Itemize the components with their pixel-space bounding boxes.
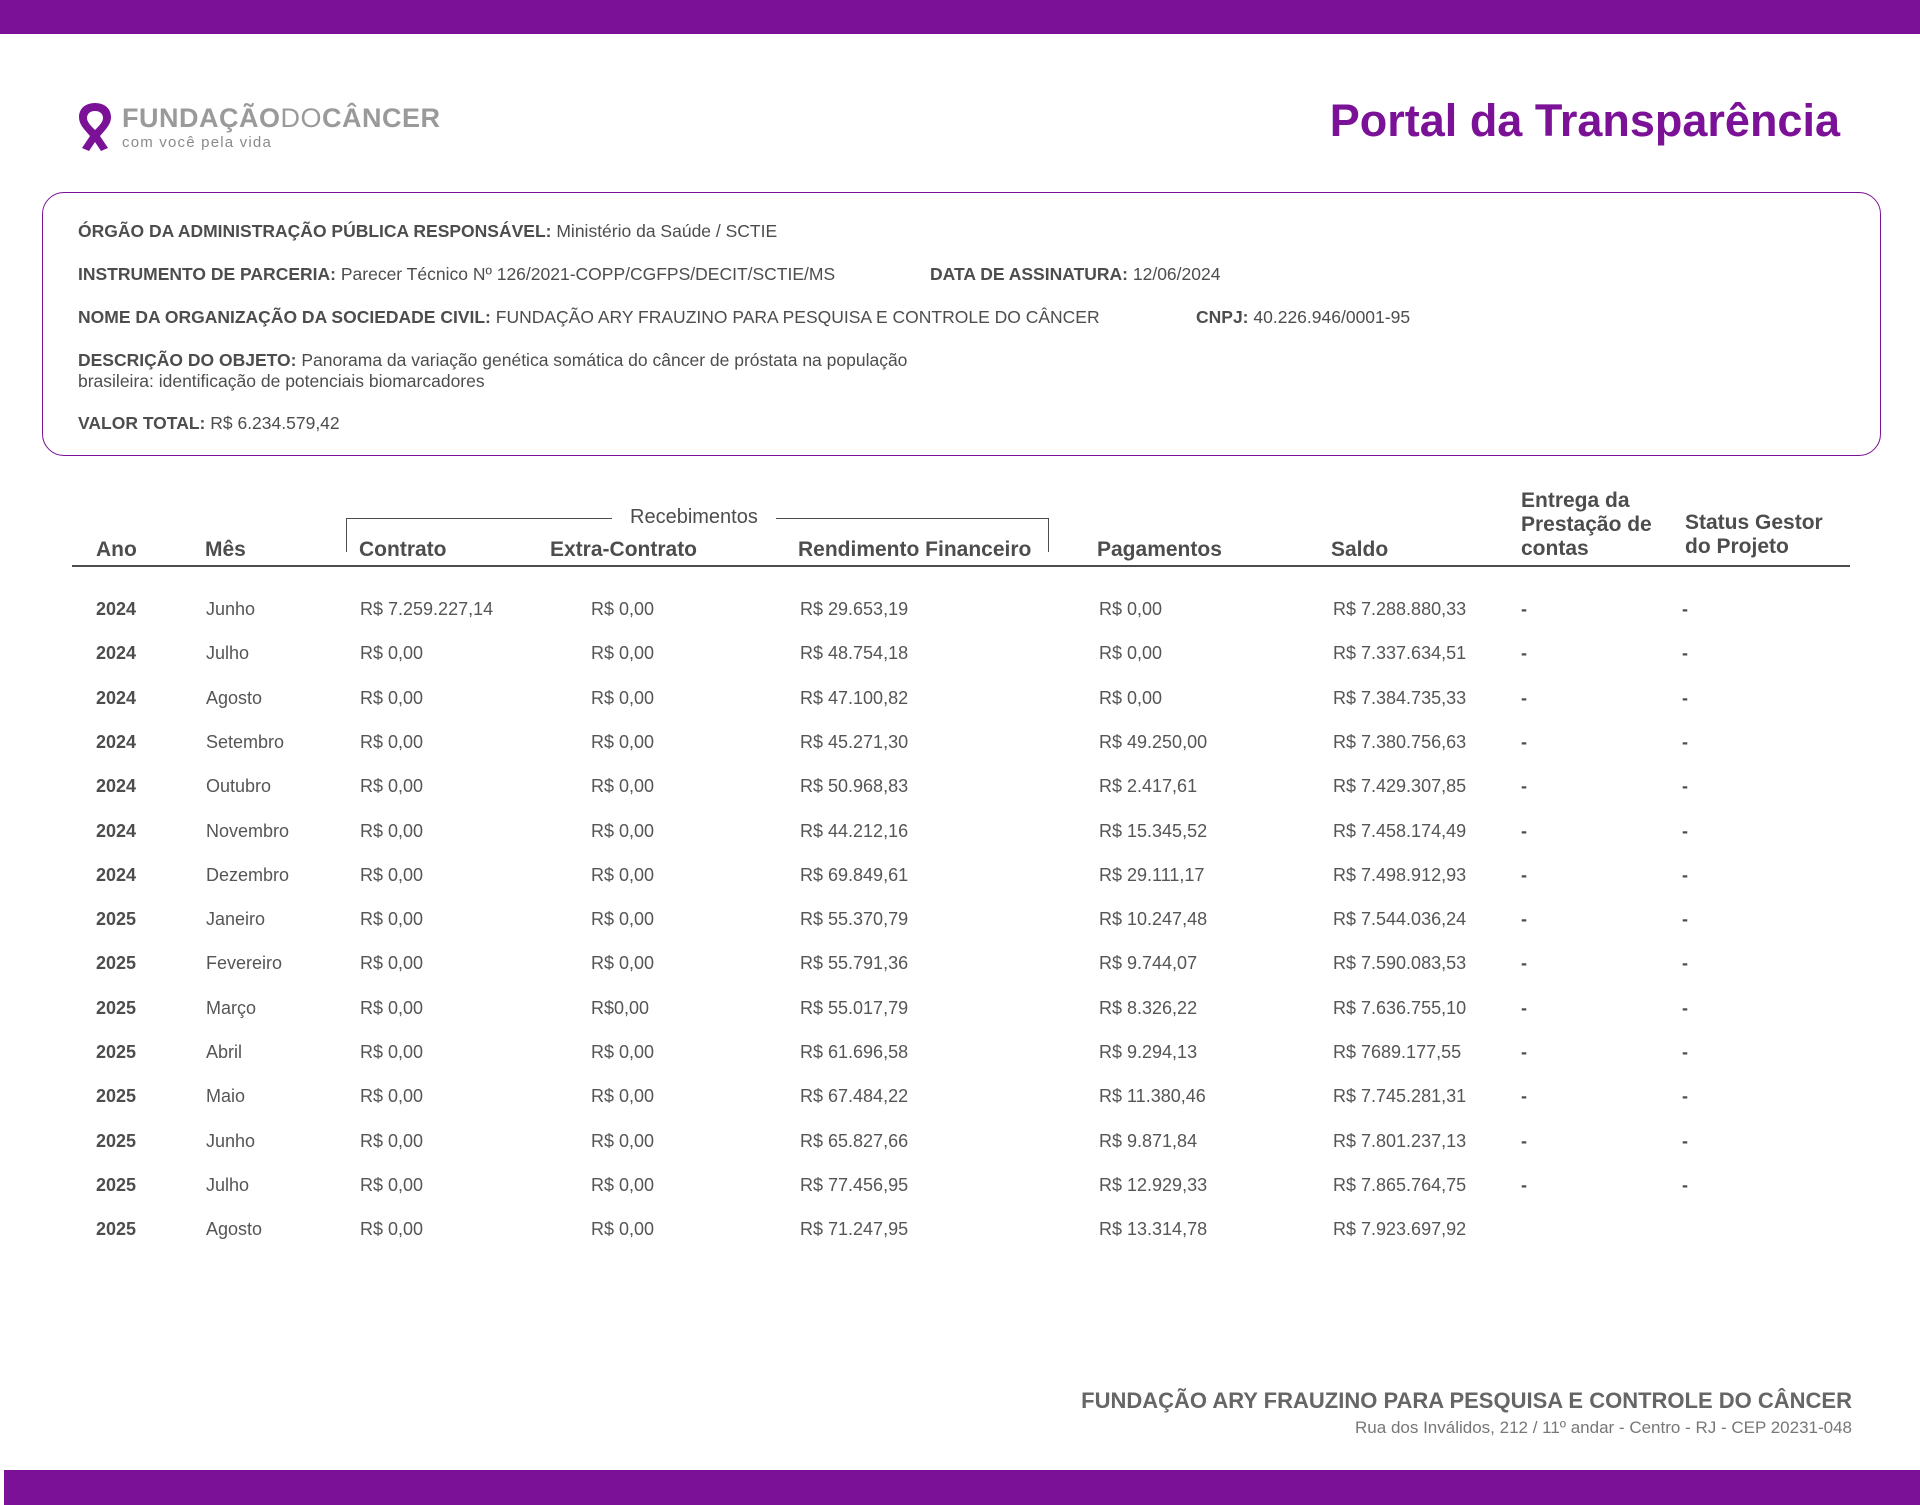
cell-extra-contrato: R$ 0,00	[591, 776, 655, 797]
cell-status: -	[1682, 599, 1688, 619]
cell-mes: Abril	[206, 1042, 243, 1062]
header-divider	[72, 565, 1850, 567]
ribbon-icon	[76, 100, 114, 152]
cell-extra-contrato: R$ 0,00	[591, 1219, 655, 1240]
cell-entrega: -	[1521, 864, 1527, 885]
cell-contrato: R$ 0,00	[360, 643, 424, 664]
cell-status: -	[1682, 776, 1688, 797]
cell-pagamentos: R$ 9.294,13	[1099, 1042, 1198, 1062]
cell-ano: 2024	[96, 731, 137, 752]
cell-saldo: R$ 7.429.307,85	[1333, 776, 1467, 797]
table-row	[0, 860, 1920, 890]
cell-contrato: R$ 0,00	[360, 953, 424, 974]
cell-extra-contrato: R$ 0,00	[591, 820, 655, 841]
cell-saldo: R$ 7.865.764,75	[1333, 1174, 1467, 1195]
cell-pagamentos: R$ 15.345,52	[1099, 820, 1208, 841]
header-saldo: Saldo	[1331, 538, 1389, 561]
table-row	[0, 904, 1920, 934]
cell-mes: Maio	[206, 1086, 246, 1107]
cell-rendimento: R$ 69.849,61	[800, 864, 909, 885]
cell-pagamentos: R$ 12.929,33	[1099, 1174, 1208, 1195]
header-entrega: Entrega da Prestação de contas	[1521, 489, 1652, 560]
descricao-line-2: brasileira: identificação de potenciais biomarcadores	[78, 371, 485, 391]
cell-status: -	[1682, 820, 1688, 841]
valor-total-line: VALOR TOTAL: R$ 6.234.579,42	[78, 413, 340, 433]
cell-status: -	[1682, 687, 1688, 708]
cell-status: -	[1682, 1174, 1688, 1195]
cell-rendimento: R$ 47.100,82	[800, 687, 909, 708]
cell-rendimento: R$ 77.456,95	[800, 1174, 909, 1195]
cell-entrega: -	[1521, 997, 1527, 1018]
cell-contrato: R$ 0,00	[360, 731, 424, 752]
cell-pagamentos: R$ 11.380,46	[1099, 1086, 1206, 1107]
cell-rendimento: R$ 55.017,79	[800, 997, 909, 1018]
cell-mes: Agosto	[206, 1219, 263, 1240]
recebimentos-group-label: Recebimentos	[612, 506, 776, 529]
cell-pagamentos: R$ 13.314,78	[1099, 1219, 1208, 1240]
cell-contrato: R$ 0,00	[360, 909, 424, 930]
cell-saldo: R$ 7.636.755,10	[1333, 997, 1467, 1018]
cell-pagamentos: R$ 29.111,17	[1099, 864, 1205, 885]
cell-entrega: -	[1521, 1130, 1527, 1151]
cell-saldo: R$ 7.590.083,53	[1333, 953, 1467, 974]
header-pagamentos: Pagamentos	[1097, 538, 1222, 561]
cell-mes: Março	[206, 997, 257, 1018]
cell-entrega: -	[1521, 1174, 1527, 1195]
cell-saldo: R$ 7.288.880,33	[1333, 599, 1467, 619]
cell-rendimento: R$ 48.754,18	[800, 643, 909, 664]
cell-entrega: -	[1521, 909, 1527, 930]
logo-name: FUNDAÇÃODOCÂNCER	[122, 103, 441, 133]
header-ano: Ano	[96, 538, 137, 561]
cell-entrega: -	[1521, 643, 1527, 664]
cell-saldo: R$ 7.745.281,31	[1333, 1086, 1467, 1107]
cell-entrega: -	[1521, 731, 1527, 752]
cell-saldo: R$ 7.544.036,24	[1333, 909, 1467, 930]
cell-entrega: -	[1521, 953, 1527, 974]
cell-ano: 2025	[96, 1130, 137, 1151]
cell-ano: 2024	[96, 864, 137, 885]
data-assinatura-line: DATA DE ASSINATURA: 12/06/2024	[930, 264, 1221, 284]
cell-mes: Agosto	[206, 687, 263, 708]
table-row	[0, 1126, 1920, 1156]
cell-ano: 2025	[96, 997, 137, 1018]
table-row	[0, 948, 1920, 978]
cell-status: -	[1682, 1130, 1688, 1151]
cell-ano: 2024	[96, 643, 137, 664]
cell-status: -	[1682, 909, 1688, 930]
cell-status: -	[1682, 864, 1688, 885]
logo	[76, 98, 441, 156]
cell-ano: 2024	[96, 687, 137, 708]
cell-contrato: R$ 0,00	[360, 1174, 424, 1195]
cnpj-line: CNPJ: 40.226.946/0001-95	[1196, 307, 1411, 327]
cell-rendimento: R$ 45.271,30	[800, 731, 909, 752]
cell-mes: Junho	[206, 599, 256, 619]
cell-status: -	[1682, 1042, 1688, 1062]
table-row	[0, 1081, 1920, 1111]
cell-mes: Outubro	[206, 776, 272, 797]
cell-saldo: R$ 7.380.756,63	[1333, 731, 1467, 752]
cell-pagamentos: R$ 10.247,48	[1099, 909, 1208, 930]
cell-contrato: R$ 0,00	[360, 864, 424, 885]
table-row	[0, 1214, 1920, 1244]
cell-pagamentos: R$ 49.250,00	[1099, 731, 1208, 752]
cell-saldo: R$ 7.337.634,51	[1333, 643, 1467, 664]
cell-saldo: R$ 7.923.697,92	[1333, 1219, 1467, 1240]
instrumento-line: INSTRUMENTO DE PARCERIA: Parecer Técnico Nº 126/2021-COPP/CGFPS/DECIT/SCTIE/MS	[78, 264, 836, 284]
descricao-line: DESCRIÇÃO DO OBJETO: Panorama da variação genética somática do câncer de próstata na população	[78, 350, 908, 370]
cell-ano: 2025	[96, 1042, 137, 1062]
cell-ano: 2025	[96, 953, 137, 974]
cell-pagamentos: R$ 9.744,07	[1099, 953, 1198, 974]
table-row	[0, 1170, 1920, 1200]
orgao-line: ÓRGÃO DA ADMINISTRAÇÃO PÚBLICA RESPONSÁVEL: Ministério da Saúde / SCTIE	[78, 221, 778, 241]
cell-contrato: R$ 0,00	[360, 776, 424, 797]
cell-pagamentos: R$ 0,00	[1099, 687, 1163, 708]
cell-contrato: R$ 0,00	[360, 1042, 424, 1062]
cell-contrato: R$ 0,00	[360, 997, 424, 1018]
cell-ano: 2024	[96, 776, 137, 797]
cell-rendimento: R$ 29.653,19	[800, 599, 909, 619]
cell-extra-contrato: R$ 0,00	[591, 599, 655, 619]
cell-status: -	[1682, 997, 1688, 1018]
header-rendimento: Rendimento Financeiro	[798, 538, 1032, 561]
cell-rendimento: R$ 50.968,83	[800, 776, 909, 797]
cell-extra-contrato: R$ 0,00	[591, 1086, 655, 1107]
cell-pagamentos: R$ 8.326,22	[1099, 997, 1198, 1018]
cell-rendimento: R$ 67.484,22	[800, 1086, 909, 1107]
cell-extra-contrato: R$ 0,00	[591, 1130, 655, 1151]
cell-ano: 2024	[96, 599, 137, 619]
cell-ano: 2025	[96, 909, 137, 930]
cell-pagamentos: R$ 2.417,61	[1099, 776, 1198, 797]
cell-pagamentos: R$ 0,00	[1099, 643, 1163, 664]
table-row	[0, 727, 1920, 757]
cell-mes: Setembro	[206, 731, 285, 752]
cell-extra-contrato: R$ 0,00	[591, 1042, 655, 1062]
table-row	[0, 993, 1920, 1023]
table-row	[0, 638, 1920, 668]
cell-mes: Janeiro	[206, 909, 266, 930]
bottom-brand-bar	[4, 1470, 1920, 1505]
cell-status: -	[1682, 731, 1688, 752]
cell-rendimento: R$ 55.370,79	[800, 909, 909, 930]
cell-pagamentos: R$ 9.871,84	[1099, 1130, 1198, 1151]
logo-slogan: com você pela vida	[122, 134, 273, 151]
footer-address: Rua dos Inválidos, 212 / 11º andar - Centro - RJ - CEP 20231-048	[1355, 1418, 1852, 1437]
cell-ano: 2025	[96, 1086, 137, 1107]
cell-mes: Julho	[206, 1174, 250, 1195]
header-extra-contrato: Extra-Contrato	[550, 538, 698, 561]
cell-contrato: R$ 7.259.227,14	[360, 599, 494, 619]
cell-extra-contrato: R$ 0,00	[591, 864, 655, 885]
cell-rendimento: R$ 71.247,95	[800, 1219, 909, 1240]
table-row	[0, 1037, 1920, 1067]
cell-ano: 2025	[96, 1174, 137, 1195]
header-status: Status Gestor do Projeto	[1685, 511, 1823, 558]
table-row	[0, 683, 1920, 713]
cell-contrato: R$ 0,00	[360, 820, 424, 841]
cell-extra-contrato: R$ 0,00	[591, 1174, 655, 1195]
cell-pagamentos: R$ 0,00	[1099, 599, 1163, 619]
cell-saldo: R$ 7.458.174,49	[1333, 820, 1467, 841]
cell-extra-contrato: R$0,00	[591, 997, 650, 1018]
cell-extra-contrato: R$ 0,00	[591, 731, 655, 752]
cell-contrato: R$ 0,00	[360, 687, 424, 708]
cell-entrega: -	[1521, 1086, 1527, 1107]
cell-extra-contrato: R$ 0,00	[591, 643, 655, 664]
cell-extra-contrato: R$ 0,00	[591, 687, 655, 708]
cell-ano: 2025	[96, 1219, 137, 1240]
cell-status: -	[1682, 953, 1688, 974]
cell-entrega: -	[1521, 776, 1527, 797]
cell-contrato: R$ 0,00	[360, 1219, 424, 1240]
cell-entrega: -	[1521, 687, 1527, 708]
cell-ano: 2024	[96, 820, 137, 841]
page-title: Portal da Transparência	[1329, 95, 1840, 146]
cell-saldo: R$ 7.801.237,13	[1333, 1130, 1467, 1151]
cell-mes: Novembro	[206, 820, 290, 841]
header-contrato: Contrato	[359, 538, 447, 561]
table-row	[0, 771, 1920, 801]
table-row	[0, 816, 1920, 846]
cell-saldo: R$ 7.498.912,93	[1333, 864, 1467, 885]
cell-extra-contrato: R$ 0,00	[591, 953, 655, 974]
cell-rendimento: R$ 44.212,16	[800, 820, 909, 841]
cell-status: -	[1682, 643, 1688, 664]
cell-saldo: R$ 7.384.735,33	[1333, 687, 1467, 708]
cell-saldo: R$ 7689.177,55	[1333, 1042, 1462, 1062]
cell-entrega: -	[1521, 820, 1527, 841]
cell-contrato: R$ 0,00	[360, 1130, 424, 1151]
cell-extra-contrato: R$ 0,00	[591, 909, 655, 930]
cell-rendimento: R$ 55.791,36	[800, 953, 909, 974]
cell-rendimento: R$ 65.827,66	[800, 1130, 909, 1151]
header-mes: Mês	[205, 538, 246, 561]
top-brand-bar	[0, 0, 1920, 34]
cell-mes: Junho	[206, 1130, 256, 1151]
table-row	[0, 594, 1920, 624]
nome-organizacao-line: NOME DA ORGANIZAÇÃO DA SOCIEDADE CIVIL: FUNDAÇÃO ARY FRAUZINO PARA PESQUISA E CONTROLE DO CÂNCER	[78, 307, 1100, 327]
cell-status: -	[1682, 1086, 1688, 1107]
cell-mes: Fevereiro	[206, 953, 283, 974]
cell-mes: Dezembro	[206, 864, 290, 885]
cell-rendimento: R$ 61.696,58	[800, 1042, 909, 1062]
cell-mes: Julho	[206, 643, 250, 664]
footer-org-name: FUNDAÇÃO ARY FRAUZINO PARA PESQUISA E CONTROLE DO CÂNCER	[1081, 1388, 1852, 1413]
cell-contrato: R$ 0,00	[360, 1086, 424, 1107]
cell-entrega: -	[1521, 1042, 1527, 1062]
cell-entrega: -	[1521, 599, 1527, 619]
